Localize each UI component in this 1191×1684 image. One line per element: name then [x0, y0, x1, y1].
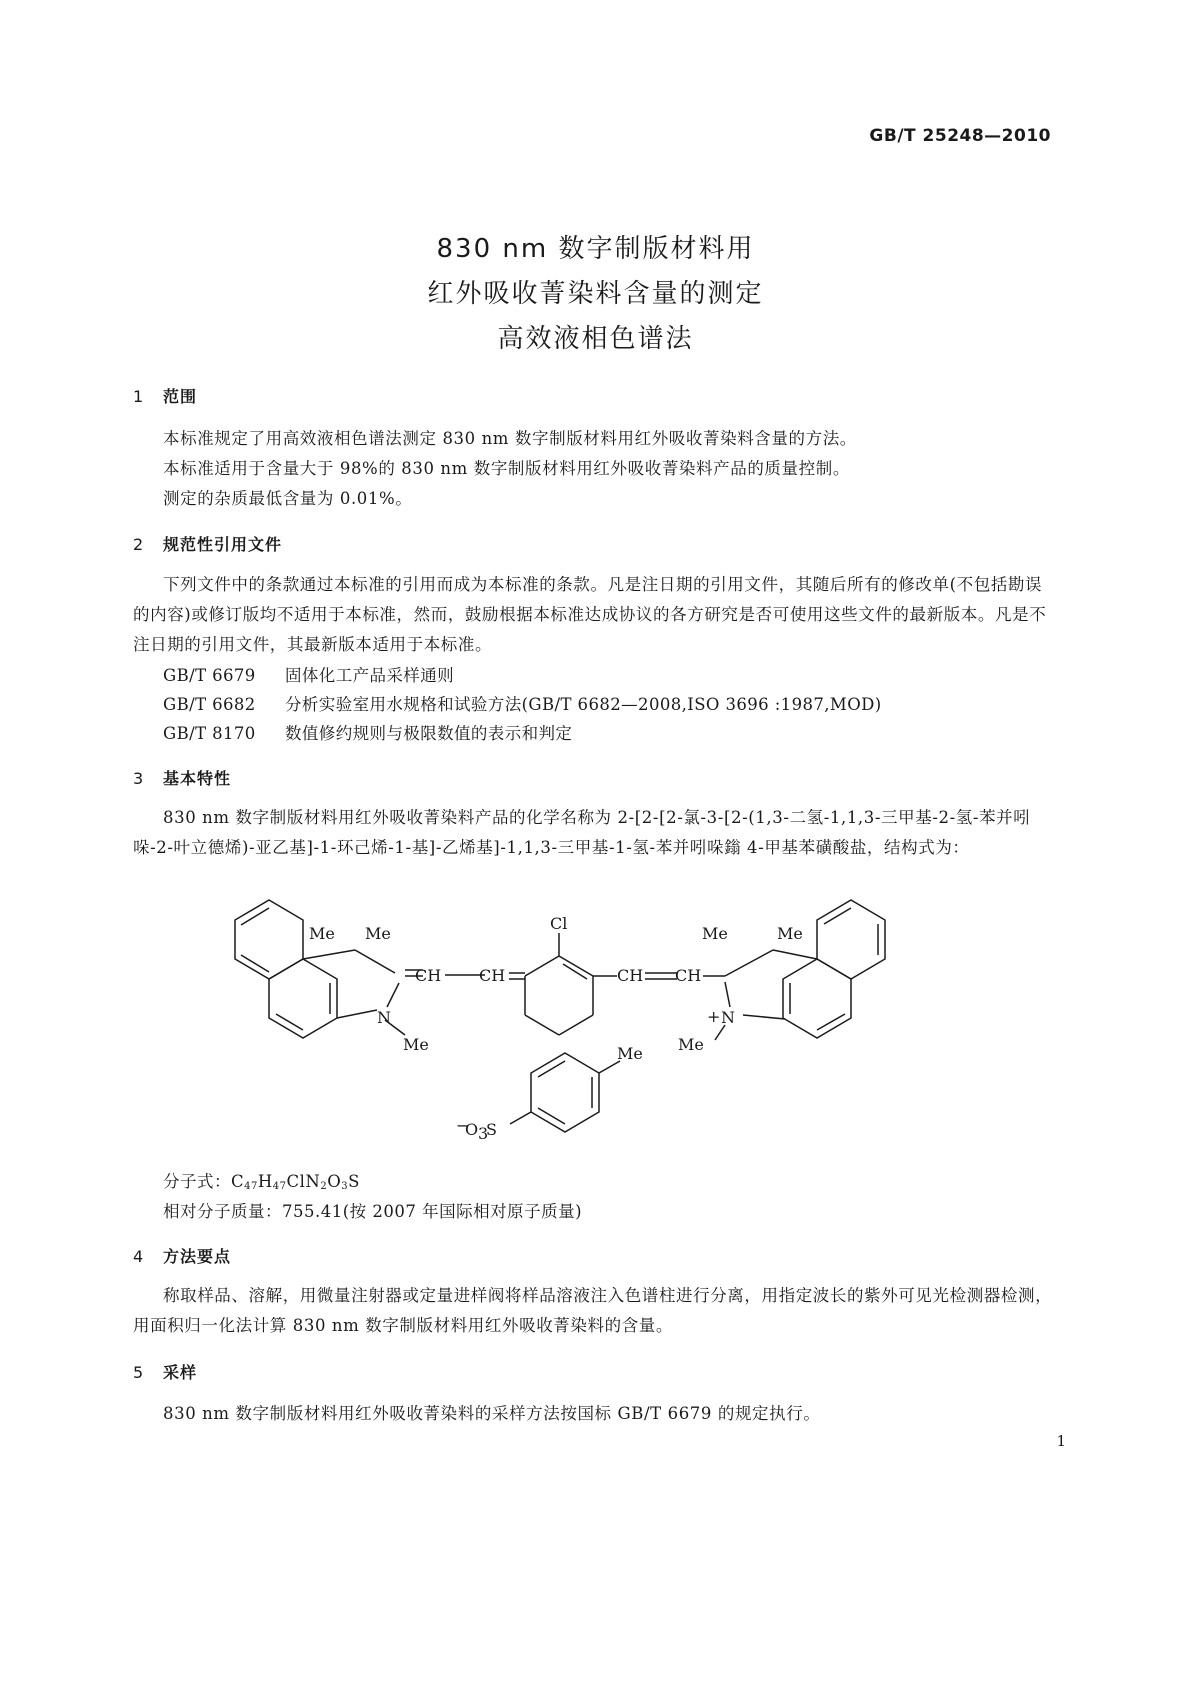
- section-number: 4: [133, 1247, 145, 1266]
- chemical-structure-diagram: [225, 895, 965, 1150]
- section-number: 1: [133, 387, 145, 406]
- section-1-paragraph-1: 本标准规定了用高效液相色谱法测定 830 nm 数字制版材料用红外吸收菁染料含量的方法。: [163, 429, 857, 448]
- formula-element: C: [231, 1172, 245, 1191]
- section-title: 方法要点: [163, 1247, 232, 1266]
- label-cl: Cl: [550, 914, 568, 933]
- section-5-heading: [133, 1360, 197, 1383]
- section-3-heading: [133, 766, 231, 789]
- formula-element: ClN: [286, 1172, 321, 1191]
- section-4-heading: [133, 1244, 231, 1267]
- label-me: Me: [617, 1044, 643, 1063]
- formula-subscript: 2: [320, 1181, 328, 1192]
- reference-name: 分析实验室用水规格和试验方法(GB/T 6682—2008,ISO 3696 :1987,MOD): [285, 695, 882, 714]
- label-me: Me: [403, 1035, 429, 1054]
- section-3-paragraph-1: 830 nm 数字制版材料用红外吸收菁染料产品的化学名称为 2-[2-[2-氯-3-[2-(1,3-二氢-1,1,3-三甲基-2-氢-苯并吲哚-2-叶立德烯)-亚乙基]-1-环己烯-1-基]-乙烯基]-1,1,3-三甲基-1-氢-苯并吲哚鎓 4-甲基苯磺酸盐，结构式为：: [133, 808, 1031, 857]
- formula-element: S: [348, 1172, 360, 1191]
- section-1-paragraph-3: 测定的杂质最低含量为 0.01%。: [163, 489, 413, 508]
- label-n: N: [377, 1008, 391, 1027]
- reference-code: GB/T 8170: [163, 724, 256, 743]
- label-o: O: [465, 1120, 479, 1139]
- section-1-heading: [133, 384, 197, 407]
- section-title: 基本特性: [163, 769, 232, 788]
- label-ch: CH: [415, 966, 442, 985]
- label-me: Me: [702, 924, 728, 943]
- section-5-paragraph-1: 830 nm 数字制版材料用红外吸收菁染料的采样方法按国标 GB/T 6679 的规定执行。: [163, 1404, 821, 1423]
- formula-element: O: [327, 1172, 342, 1191]
- section-1-paragraph-2: 本标准适用于含量大于 98%的 830 nm 数字制版材料用红外吸收菁染料产品的质量控制。: [163, 459, 850, 478]
- label-n: N: [721, 1008, 735, 1027]
- reference-code: GB/T 6682: [163, 695, 256, 714]
- formula-label: 分子式：: [163, 1172, 231, 1191]
- molecular-mass: 相对分子质量：755.41(按 2007 年国际相对原子质量): [163, 1202, 583, 1221]
- section-title: 采样: [163, 1363, 198, 1382]
- reference-name: 固体化工产品采样通则: [285, 666, 454, 685]
- label-plus: +: [707, 1007, 721, 1026]
- reference-name: 数值修约规则与极限数值的表示和判定: [285, 724, 573, 743]
- title-line-3: 高效液相色谱法: [497, 324, 694, 354]
- reference-code: GB/T 6679: [163, 666, 256, 685]
- reference-row: [163, 662, 454, 686]
- standard-code: GB/T 25248—2010: [869, 126, 1051, 146]
- page-number: 1: [1056, 1432, 1066, 1450]
- section-title: 范围: [163, 387, 198, 406]
- reference-row: [163, 691, 882, 715]
- title-line-1: 830 nm 数字制版材料用: [436, 234, 755, 264]
- label-minus: −: [456, 1116, 470, 1135]
- label-me: Me: [309, 924, 335, 943]
- formula-element: H: [257, 1172, 273, 1191]
- label-s: S: [486, 1120, 497, 1139]
- section-2-paragraph-1: 下列文件中的条款通过本标准的引用而成为本标准的条款。凡是注日期的引用文件，其随后所有的修改单(不包括勘误的内容)或修订版均不适用于本标准，然而，鼓励根据本标准达成协议的各方研究是否可使用这些文件的最新版本。凡是不注日期的引用文件，其最新版本适用于本标准。: [133, 575, 1047, 654]
- section-number: 5: [133, 1363, 145, 1382]
- title-line-2: 红外吸收菁染料含量的测定: [427, 279, 764, 309]
- section-number: 2: [133, 535, 145, 554]
- label-me: Me: [678, 1035, 704, 1054]
- formula-subscript: 47: [272, 1181, 287, 1192]
- molecular-formula: [163, 1168, 360, 1192]
- label-ch: CH: [617, 966, 644, 985]
- label-ch: CH: [479, 966, 506, 985]
- section-title: 规范性引用文件: [163, 535, 283, 554]
- label-subscript: 3: [478, 1124, 489, 1143]
- formula-subscript: 47: [244, 1181, 258, 1192]
- section-2-heading: [133, 532, 282, 555]
- label-me: Me: [365, 924, 391, 943]
- label-ch: CH: [675, 966, 702, 985]
- section-number: 3: [133, 769, 145, 788]
- reference-row: [163, 720, 572, 744]
- formula-subscript: 3: [341, 1181, 349, 1192]
- label-me: Me: [777, 924, 803, 943]
- section-4-paragraph-1: 称取样品、溶解，用微量注射器或定量进样阀将样品溶液注入色谱柱进行分离，用指定波长的紫外可见光检测器检测，用面积归一化法计算 830 nm 数字制版材料用红外吸收菁染料的含量。: [133, 1286, 1053, 1335]
